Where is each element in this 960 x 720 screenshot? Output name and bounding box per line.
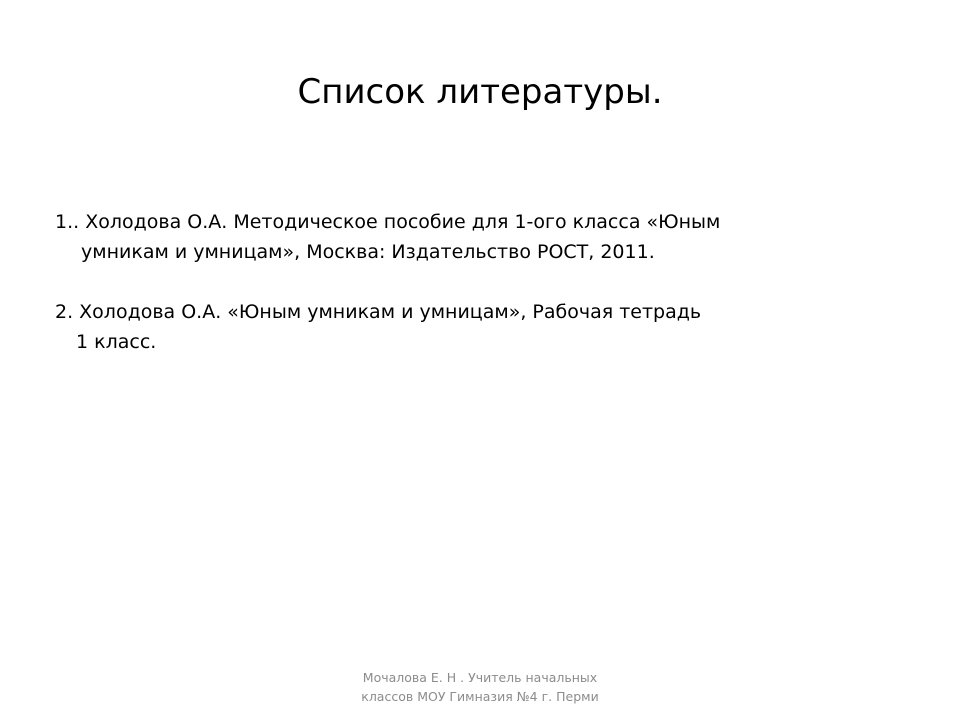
reference-1-line-2: умникам и умницам», Москва: Издательство РОСТ, 2011.: [81, 241, 655, 263]
slide-title: Список литературы.: [297, 72, 663, 112]
footer-line-1: Мочалова Е. Н . Учитель начальных: [362, 670, 598, 685]
reference-2-line-1: 2. Холодова О.А. «Юным умникам и умницам», Рабочая тетрадь: [55, 301, 702, 323]
slide-footer: [0, 668, 960, 706]
reference-list: [55, 207, 915, 387]
reference-item-2: [55, 297, 915, 357]
reference-2-line-2: 1 класс.: [76, 331, 157, 353]
reference-1-line-1: 1.. Холодова О.А. Методическое пособие для 1-ого класса «Юным: [55, 211, 721, 233]
footer-line-2: классов МОУ Гимназия №4 г. Перми: [361, 689, 599, 704]
reference-item-1: [55, 207, 915, 267]
